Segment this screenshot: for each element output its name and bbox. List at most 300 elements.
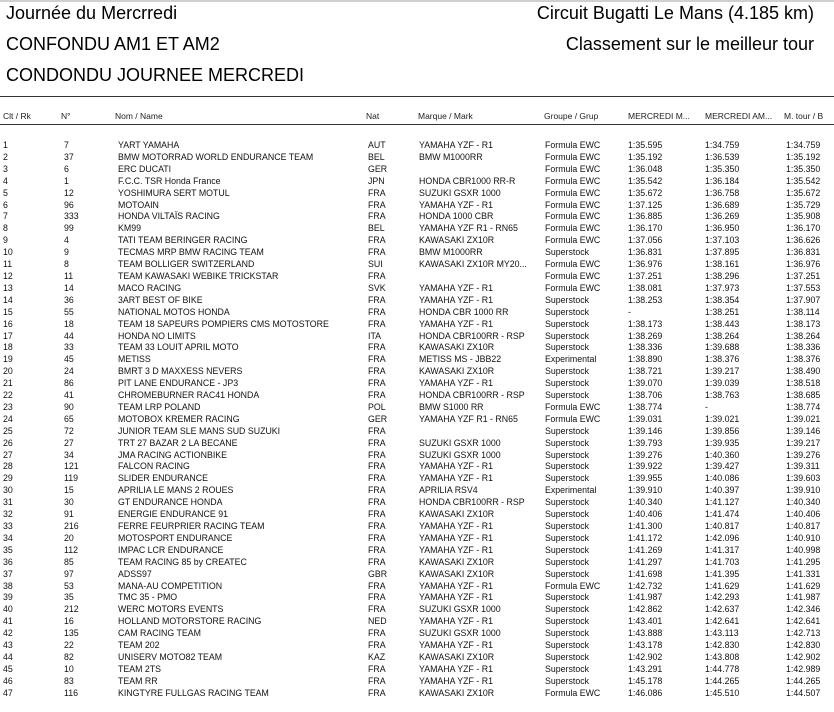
group-cell: Formula EWC xyxy=(545,580,601,591)
best-lap-cell: 1:39.603 xyxy=(786,473,821,484)
team-name-cell: MOTOSPORT ENDURANCE xyxy=(118,532,233,543)
session2-time-cell: 1:39.856 xyxy=(705,425,740,436)
nationality-cell: GBR xyxy=(368,568,388,579)
table-row xyxy=(0,342,834,354)
table-row xyxy=(0,200,834,212)
best-lap-cell: 1:42.346 xyxy=(786,604,821,615)
session2-time-cell: 1:39.039 xyxy=(705,378,740,389)
motorcycle-mark-cell: METISS MS - JBB22 xyxy=(419,354,502,365)
number-cell: 82 xyxy=(64,651,74,662)
session1-time-cell: 1:41.987 xyxy=(628,592,663,603)
nationality-cell: FRA xyxy=(368,687,386,698)
session1-time-cell: 1:38.890 xyxy=(628,354,663,365)
session1-time-cell: 1:42.862 xyxy=(628,604,663,615)
motorcycle-mark-cell: KAWASAKI ZX10R xyxy=(419,568,495,579)
number-cell: 1 xyxy=(64,175,69,186)
best-lap-cell: 1:39.276 xyxy=(786,449,821,460)
session1-time-cell: 1:40.406 xyxy=(628,509,663,520)
table-row xyxy=(0,438,834,450)
motorcycle-mark-cell: YAMAHA YZF - R1 xyxy=(419,663,493,674)
best-lap-cell: 1:39.217 xyxy=(786,437,821,448)
table-row xyxy=(0,271,834,283)
table-row xyxy=(0,152,834,164)
group-cell: Superstock xyxy=(545,318,590,329)
group-cell: Superstock xyxy=(545,461,590,472)
team-name-cell: YOSHIMURA SERT MOTUL xyxy=(118,187,230,198)
session1-time-cell: 1:38.173 xyxy=(628,318,663,329)
number-cell: 6 xyxy=(64,163,69,174)
best-lap-cell: 1:40.910 xyxy=(786,532,821,543)
motorcycle-mark-cell: YAMAHA YZF - R1 xyxy=(419,473,493,484)
classification-basis: Classement sur le meilleur tour xyxy=(565,34,814,54)
best-lap-cell: 1:37.553 xyxy=(786,282,821,293)
number-cell: 72 xyxy=(64,425,74,436)
nationality-cell: FRA xyxy=(368,187,386,198)
rank-cell: 27 xyxy=(3,449,13,460)
best-lap-cell: 1:35.908 xyxy=(786,211,821,222)
nationality-cell: JPN xyxy=(368,175,385,186)
motorcycle-mark-cell: SUZUKI GSXR 1000 xyxy=(419,628,501,639)
table-row xyxy=(0,509,834,521)
best-lap-cell: 1:35.542 xyxy=(786,175,821,186)
motorcycle-mark-cell: HONDA CBR 1000 RR xyxy=(419,306,509,317)
number-cell: 96 xyxy=(64,199,74,210)
best-lap-cell: 1:36.626 xyxy=(786,235,821,246)
best-lap-cell: 1:41.987 xyxy=(786,592,821,603)
session2-time-cell: 1:36.689 xyxy=(705,199,740,210)
group-cell: Superstock xyxy=(545,497,590,508)
session1-time-cell: 1:38.336 xyxy=(628,342,663,353)
number-cell: 99 xyxy=(64,223,74,234)
session1-time-cell: 1:37.251 xyxy=(628,270,663,281)
motorcycle-mark-cell: KAWASAKI ZX10R xyxy=(419,509,495,520)
group-cell: Formula EWC xyxy=(545,235,601,246)
session1-time-cell: 1:41.300 xyxy=(628,521,663,531)
group-cell: Superstock xyxy=(545,675,590,686)
motorcycle-mark-cell: HONDA CBR100RR - RSP xyxy=(419,497,525,508)
nationality-cell: FRA xyxy=(368,640,386,651)
group-cell: Superstock xyxy=(545,628,590,639)
team-name-cell: PIT LANE ENDURANCE - JP3 xyxy=(118,378,239,389)
best-lap-cell: 1:42.830 xyxy=(786,640,821,651)
nationality-cell: FRA xyxy=(368,604,386,615)
rank-cell: 24 xyxy=(3,413,13,424)
session1-time-cell: 1:39.276 xyxy=(628,449,663,460)
session1-time-cell: 1:41.269 xyxy=(628,544,663,555)
group-cell: Experimental xyxy=(545,485,597,496)
rank-cell: 21 xyxy=(3,378,13,389)
motorcycle-mark-cell: YAMAHA YZF - R1 xyxy=(419,544,493,555)
table-row xyxy=(0,664,834,676)
table-row xyxy=(0,450,834,462)
team-name-cell: TMC 35 - PMO xyxy=(118,592,178,603)
session1-time-cell: 1:46.086 xyxy=(628,687,663,698)
best-lap-cell: 1:38.685 xyxy=(786,390,821,401)
number-cell: 53 xyxy=(64,580,74,591)
session2-time-cell: 1:40.397 xyxy=(705,485,740,496)
team-name-cell: MACO RACING xyxy=(118,282,182,293)
rank-cell: 43 xyxy=(3,640,13,651)
motorcycle-mark-cell: YAMAHA YZF - R1 xyxy=(419,461,493,472)
number-cell: 27 xyxy=(64,437,74,448)
nationality-cell: FRA xyxy=(368,532,386,543)
team-name-cell: JUNIOR TEAM SLE MANS SUD SUZUKI xyxy=(118,425,281,436)
best-lap-cell: 1:39.910 xyxy=(786,485,821,496)
team-name-cell: MOTOBOX KREMER RACING xyxy=(118,413,240,424)
motorcycle-mark-cell: HONDA 1000 CBR xyxy=(419,211,494,222)
session2-time-cell: 1:35.350 xyxy=(705,163,740,174)
best-lap-cell: 1:39.311 xyxy=(786,461,820,472)
nationality-cell: FRA xyxy=(368,354,386,365)
group-cell: Formula EWC xyxy=(545,140,601,150)
team-name-cell: CAM RACING TEAM xyxy=(118,628,201,639)
session2-time-cell: 1:39.427 xyxy=(705,461,740,472)
table-row xyxy=(0,426,834,438)
session2-time-cell: 1:36.950 xyxy=(705,223,740,234)
table-row xyxy=(0,366,834,378)
table-row xyxy=(0,461,834,473)
nationality-cell: FRA xyxy=(368,580,386,591)
rank-cell: 1 xyxy=(3,140,8,150)
group-cell: Superstock xyxy=(545,449,590,460)
best-lap-cell: 1:35.672 xyxy=(786,187,821,198)
best-lap-cell: 1:40.340 xyxy=(786,497,821,508)
number-cell: 8 xyxy=(64,259,69,270)
session1-time-cell: 1:38.706 xyxy=(628,390,663,401)
best-lap-cell: 1:44.507 xyxy=(786,687,821,698)
column-header-group: Groupe / Grup xyxy=(544,111,599,121)
session1-time-cell: 1:41.698 xyxy=(628,568,663,579)
session2-time-cell: 1:37.103 xyxy=(705,235,740,246)
number-cell: 15 xyxy=(64,485,74,496)
nationality-cell: FRA xyxy=(368,556,386,567)
best-lap-cell: 1:39.021 xyxy=(786,413,821,424)
rank-cell: 13 xyxy=(3,282,13,293)
number-cell: 24 xyxy=(64,366,74,377)
session2-time-cell: 1:45.510 xyxy=(705,687,740,698)
table-row xyxy=(0,331,834,343)
session2-time-cell: 1:40.817 xyxy=(705,521,740,531)
session1-time-cell: 1:39.910 xyxy=(628,485,663,496)
best-lap-cell: 1:38.336 xyxy=(786,342,821,353)
best-lap-cell: 1:42.641 xyxy=(786,616,821,627)
nationality-cell: FRA xyxy=(368,509,386,520)
group-cell: Formula EWC xyxy=(545,687,601,698)
number-cell: 86 xyxy=(64,378,74,389)
rank-cell: 34 xyxy=(3,532,13,543)
table-row xyxy=(0,223,834,235)
nationality-cell: FRA xyxy=(368,294,386,305)
number-cell: 22 xyxy=(64,640,74,651)
rank-cell: 5 xyxy=(3,187,8,198)
table-row xyxy=(0,319,834,331)
session1-time-cell: 1:38.721 xyxy=(628,366,663,377)
table-row xyxy=(0,307,834,319)
table-row xyxy=(0,545,834,557)
session1-time-cell: 1:40.340 xyxy=(628,497,663,508)
motorcycle-mark-cell: YAMAHA YZF - R1 xyxy=(419,140,493,150)
table-row xyxy=(0,390,834,402)
column-header-rank: Clt / Rk xyxy=(3,111,31,121)
nationality-cell: FRA xyxy=(368,318,386,329)
session1-time-cell: 1:36.048 xyxy=(628,163,663,174)
session1-time-cell: 1:39.031 xyxy=(628,413,663,424)
group-cell: Superstock xyxy=(545,651,590,662)
motorcycle-mark-cell: KAWASAKI ZX10R MY20... xyxy=(419,259,527,270)
column-header-session1: MERCREDI M... xyxy=(628,111,690,121)
group-cell: Formula EWC xyxy=(545,187,601,198)
rank-cell: 8 xyxy=(3,223,8,234)
nationality-cell: FRA xyxy=(368,437,386,448)
number-cell: 333 xyxy=(64,211,79,222)
session2-time-cell: 1:38.443 xyxy=(705,318,740,329)
table-row xyxy=(0,259,834,271)
best-lap-cell: 1:40.817 xyxy=(786,521,821,531)
rank-cell: 10 xyxy=(3,247,13,258)
session1-time-cell: 1:35.192 xyxy=(628,151,663,162)
number-cell: 97 xyxy=(64,568,74,579)
number-cell: 135 xyxy=(64,628,79,639)
number-cell: 33 xyxy=(64,342,74,353)
session2-time-cell: 1:36.758 xyxy=(705,187,740,198)
circuit-title: Circuit Bugatti Le Mans (4.185 km) xyxy=(536,3,814,23)
table-row xyxy=(0,235,834,247)
group-cell: Formula EWC xyxy=(545,163,601,174)
motorcycle-mark-cell: YAMAHA YZF - R1 xyxy=(419,318,493,329)
motorcycle-mark-cell: HONDA CBR100RR - RSP xyxy=(419,330,525,341)
session2-time-cell: 1:42.096 xyxy=(705,532,740,543)
session2-time-cell: 1:43.113 xyxy=(705,628,739,639)
group-cell: Superstock xyxy=(545,390,590,401)
nationality-cell: FRA xyxy=(368,247,386,258)
table-row xyxy=(0,628,834,640)
number-cell: 16 xyxy=(64,616,74,627)
session2-time-cell: 1:41.127 xyxy=(705,497,740,508)
team-name-cell: TEAM 33 LOUIT APRIL MOTO xyxy=(118,342,239,353)
best-lap-cell: 1:40.406 xyxy=(786,509,821,520)
rank-cell: 44 xyxy=(3,651,13,662)
nationality-cell: FRA xyxy=(368,366,386,377)
number-cell: 34 xyxy=(64,449,74,460)
rank-cell: 20 xyxy=(3,366,13,377)
session2-time-cell: 1:42.830 xyxy=(705,640,740,651)
best-lap-cell: 1:38.490 xyxy=(786,366,821,377)
session2-time-cell: 1:40.086 xyxy=(705,473,740,484)
group-cell: Superstock xyxy=(545,366,590,377)
motorcycle-mark-cell: KAWASAKI ZX10R xyxy=(419,687,495,698)
nationality-cell: FRA xyxy=(368,592,386,603)
group-cell: Formula EWC xyxy=(545,270,601,281)
group-cell: Superstock xyxy=(545,378,590,389)
best-lap-cell: 1:40.998 xyxy=(786,544,821,555)
rank-cell: 12 xyxy=(3,270,13,281)
session2-time-cell: 1:44.778 xyxy=(705,663,740,674)
session1-time-cell: - xyxy=(628,306,631,317)
nationality-cell: FRA xyxy=(368,378,386,389)
session1-time-cell: 1:43.178 xyxy=(628,640,663,651)
group-cell: Superstock xyxy=(545,521,590,531)
session1-time-cell: 1:37.125 xyxy=(628,199,663,210)
rank-cell: 38 xyxy=(3,580,13,591)
results-table xyxy=(0,140,834,700)
session2-time-cell: 1:41.703 xyxy=(705,556,740,567)
team-name-cell: TEAM 18 SAPEURS POMPIERS CMS MOTOSTORE xyxy=(118,318,329,329)
number-cell: 41 xyxy=(64,390,74,401)
number-cell: 4 xyxy=(64,235,69,246)
session1-time-cell: 1:43.401 xyxy=(628,616,663,627)
motorcycle-mark-cell: KAWASAKI ZX10R xyxy=(419,342,495,353)
number-cell: 212 xyxy=(64,604,79,615)
table-row xyxy=(0,247,834,259)
best-lap-cell: 1:38.376 xyxy=(786,354,821,365)
rank-cell: 25 xyxy=(3,425,13,436)
team-name-cell: TATI TEAM BERINGER RACING xyxy=(118,235,248,246)
session2-time-cell: 1:39.688 xyxy=(705,342,740,353)
best-lap-cell: 1:34.759 xyxy=(786,140,821,150)
table-row xyxy=(0,164,834,176)
number-cell: 18 xyxy=(64,318,74,329)
rank-cell: 41 xyxy=(3,616,13,627)
session1-time-cell: 1:36.976 xyxy=(628,259,663,270)
nationality-cell: FRA xyxy=(368,211,386,222)
team-name-cell: UNISERV MOTO82 TEAM xyxy=(118,651,223,662)
table-row xyxy=(0,616,834,628)
team-name-cell: TEAM 202 xyxy=(118,640,160,651)
table-row xyxy=(0,402,834,414)
best-lap-cell: 1:36.831 xyxy=(786,247,821,258)
number-cell: 7 xyxy=(64,140,69,150)
session2-time-cell: 1:38.763 xyxy=(705,390,740,401)
nationality-cell: FRA xyxy=(368,521,386,531)
number-cell: 121 xyxy=(64,461,79,472)
table-row xyxy=(0,688,834,700)
motorcycle-mark-cell: BMW M1000RR xyxy=(419,247,483,258)
session1-time-cell: 1:43.888 xyxy=(628,628,663,639)
session2-time-cell: 1:40.360 xyxy=(705,449,740,460)
session2-time-cell: 1:42.637 xyxy=(705,604,740,615)
rank-cell: 2 xyxy=(3,151,8,162)
motorcycle-mark-cell: YAMAHA YZF - R1 xyxy=(419,580,493,591)
session1-time-cell: 1:36.885 xyxy=(628,211,663,222)
nationality-cell: FRA xyxy=(368,544,386,555)
column-header-number: N° xyxy=(61,111,71,121)
group-cell: Superstock xyxy=(545,342,590,353)
rank-cell: 7 xyxy=(3,211,8,222)
table-row xyxy=(0,283,834,295)
page-title-day: Journée du Mercrredi xyxy=(6,3,178,23)
best-lap-cell: 1:38.114 xyxy=(786,306,820,317)
best-lap-cell: 1:35.192 xyxy=(786,151,821,162)
table-row xyxy=(0,569,834,581)
nationality-cell: FRA xyxy=(368,306,386,317)
session2-time-cell: 1:38.354 xyxy=(705,294,740,305)
session2-time-cell: 1:38.376 xyxy=(705,354,740,365)
team-name-cell: KM99 xyxy=(118,223,141,234)
session1-time-cell: 1:38.253 xyxy=(628,294,663,305)
session2-time-cell: - xyxy=(705,401,708,412)
rank-cell: 39 xyxy=(3,592,13,603)
team-name-cell: KINGTYRE FULLGAS RACING TEAM xyxy=(118,687,269,698)
team-name-cell: FALCON RACING xyxy=(118,461,190,472)
team-name-cell: HONDA NO LIMITS xyxy=(118,330,196,341)
nationality-cell: FRA xyxy=(368,425,386,436)
team-name-cell: MANA-AU COMPETITION xyxy=(118,580,223,591)
best-lap-cell: 1:38.264 xyxy=(786,330,821,341)
session2-time-cell: 1:36.539 xyxy=(705,151,740,162)
group-cell: Superstock xyxy=(545,330,590,341)
table-row xyxy=(0,414,834,426)
group-cell: Superstock xyxy=(545,306,590,317)
table-row xyxy=(0,521,834,533)
session1-time-cell: 1:35.672 xyxy=(628,187,663,198)
session1-time-cell: 1:38.774 xyxy=(628,401,663,412)
table-row xyxy=(0,188,834,200)
team-name-cell: YART YAMAHA xyxy=(118,140,180,150)
session2-time-cell: 1:41.395 xyxy=(705,568,740,579)
team-name-cell: TEAM RACING 85 by CREATEC xyxy=(118,556,247,567)
motorcycle-mark-cell xyxy=(419,164,545,176)
session1-time-cell: 1:39.146 xyxy=(628,425,663,436)
best-lap-cell: 1:35.729 xyxy=(786,199,821,210)
motorcycle-mark-cell: KAWASAKI ZX10R xyxy=(419,366,495,377)
best-lap-cell: 1:35.350 xyxy=(786,163,821,174)
motorcycle-mark-cell: BMW S1000 RR xyxy=(419,401,484,412)
session2-time-cell: 1:39.935 xyxy=(705,437,740,448)
nationality-cell: FRA xyxy=(368,663,386,674)
best-lap-cell: 1:37.251 xyxy=(786,270,821,281)
number-cell: 36 xyxy=(64,294,74,305)
motorcycle-mark-cell xyxy=(419,426,545,438)
rank-cell: 15 xyxy=(3,306,13,317)
team-name-cell: HOLLAND MOTORSTORE RACING xyxy=(118,616,262,627)
team-name-cell: TEAM LRP POLAND xyxy=(118,401,201,412)
table-row xyxy=(0,473,834,485)
table-row xyxy=(0,604,834,616)
session1-time-cell: 1:39.793 xyxy=(628,437,663,448)
group-cell: Formula EWC xyxy=(545,401,601,412)
nationality-cell: FRA xyxy=(368,473,386,484)
table-row xyxy=(0,640,834,652)
session2-time-cell: 1:34.759 xyxy=(705,140,740,150)
best-lap-cell: 1:38.173 xyxy=(786,318,821,329)
nationality-cell: ITA xyxy=(368,330,382,341)
session1-time-cell: 1:45.178 xyxy=(628,675,663,686)
session2-time-cell: 1:41.317 xyxy=(705,544,740,555)
motorcycle-mark-cell: YAMAHA YZF - R1 xyxy=(419,675,493,686)
best-lap-cell: 1:44.265 xyxy=(786,675,821,686)
session1-time-cell: 1:41.172 xyxy=(628,532,663,543)
rank-cell: 42 xyxy=(3,628,13,639)
group-cell: Formula EWC xyxy=(545,223,601,234)
team-name-cell: TEAM BOLLIGER SWITZERLAND xyxy=(118,259,255,270)
number-cell: 119 xyxy=(64,473,79,484)
rank-cell: 4 xyxy=(3,175,8,186)
rank-cell: 47 xyxy=(3,687,13,698)
nationality-cell: FRA xyxy=(368,675,386,686)
number-cell: 37 xyxy=(64,151,74,162)
session2-time-cell: 1:39.021 xyxy=(705,413,740,424)
rank-cell: 46 xyxy=(3,675,13,686)
column-header-nat: Nat xyxy=(366,111,380,121)
table-row xyxy=(0,533,834,545)
motorcycle-mark-cell: YAMAHA YZF - R1 xyxy=(419,592,493,603)
nationality-cell: FRA xyxy=(368,628,386,639)
team-name-cell: WERC MOTORS EVENTS xyxy=(118,604,224,615)
nationality-cell: FRA xyxy=(368,449,386,460)
nationality-cell: GER xyxy=(368,163,388,174)
team-name-cell: GT ENDURANCE HONDA xyxy=(118,497,223,508)
table-row xyxy=(0,378,834,390)
